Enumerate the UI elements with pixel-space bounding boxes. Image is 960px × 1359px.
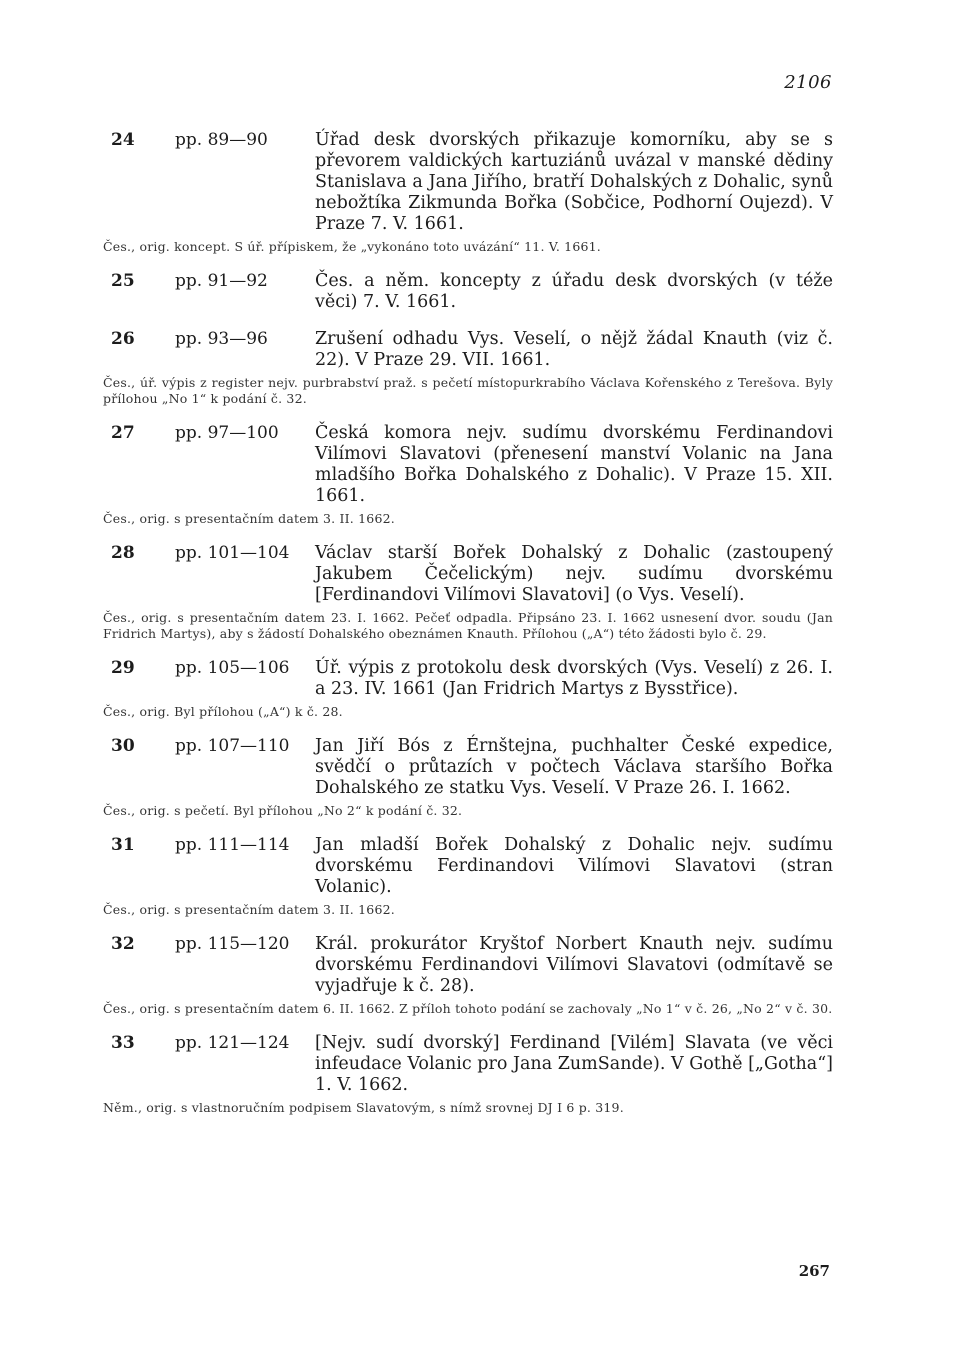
entry-31: [103, 835, 833, 918]
entry-pages: pp. 97—100: [175, 423, 279, 443]
entry-note: Čes., orig. s presentačním datem 23. I. 1662. Pečeť odpadla. Připsáno 23. I. 1662 usnesení dvor. soudu (Jan Fridrich Martys), aby s žádostí Dohalského obeznámen Knauth. Přílohou („A“) této žádosti bylo č. 29.: [103, 610, 833, 641]
entry-pages: pp. 93—96: [175, 329, 268, 349]
entry-text: Čes. a něm. koncepty z úřadu desk dvorských (v téže věci) 7. V. 1661.: [315, 271, 833, 312]
entry-note: Čes., orig. Byl přílohou („A“) k č. 28.: [103, 704, 343, 719]
entry-text: Král. prokurátor Kryštof Norbert Knauth nejv. sudímu dvorskému Ferdinandovi Vilímovi Slavatovi (odmítavě se vyjadřuje k č. 28).: [315, 934, 833, 996]
page-reference: 2106: [784, 72, 832, 93]
entry-number: 25: [111, 271, 135, 291]
entry-number: 24: [111, 130, 135, 150]
entry-30: [103, 736, 833, 819]
entry-number: 29: [111, 658, 135, 678]
entry-25: [103, 271, 833, 313]
entry-29: [103, 658, 833, 720]
entry-note: Čes., orig. s pečetí. Byl přílohou „No 2“ k podání č. 32.: [103, 803, 463, 818]
entry-28: [103, 543, 833, 642]
entry-pages: pp. 105—106: [175, 658, 290, 678]
entry-24: [103, 130, 833, 255]
entry-note: Čes., úř. výpis z register nejv. purbrabství praž. s pečetí místopurkrabího Václava Kořenského z Terešova. Byly přílohou „No 1“ k podání č. 32.: [103, 375, 833, 406]
entry-number: 32: [111, 934, 135, 954]
entry-number: 27: [111, 423, 135, 443]
entry-32: [103, 934, 833, 1017]
entry-number: 28: [111, 543, 135, 563]
entry-number: 33: [111, 1033, 135, 1053]
entry-number: 26: [111, 329, 135, 349]
entry-pages: pp. 121—124: [175, 1033, 290, 1053]
entry-26: [103, 329, 833, 407]
entry-pages: pp. 89—90: [175, 130, 268, 150]
page-number: 267: [798, 1262, 830, 1280]
entry-pages: pp. 107—110: [175, 736, 290, 756]
entry-number: 30: [111, 736, 135, 756]
entry-text: Úřad desk dvorských přikazuje komorníku, aby se s převorem valdických kartuziánů uvázal v manské dědiny Stanislava a Jana Jiřího, bratří Dohalských z Dohalic, synů nebožtíka Zikmunda Bořka (Sobčice, Podhorní Oujezd). V Praze 7. V. 1661.: [315, 130, 833, 234]
entry-list: [103, 130, 833, 1116]
entry-33: [103, 1033, 833, 1116]
entry-note: Čes., orig. s presentačním datem 3. II. 1662.: [103, 511, 395, 526]
entry-pages: pp. 101—104: [175, 543, 290, 563]
entry-note: Čes., orig. s presentačním datem 6. II. 1662. Z příloh tohoto podání se zachovaly „No 1“ v č. 26, „No 2“ v č. 30.: [103, 1001, 833, 1016]
entry-pages: pp. 111—114: [175, 835, 290, 855]
entry-text: Václav starší Bořek Dohalský z Dohalic (zastoupený Jakubem Čečelickým) nejv. sudímu dvorskému [Ferdinandovi Vilímovi Slavatovi] (o Vys. Veselí).: [315, 543, 833, 605]
entry-text: Jan Jiří Bós z Érnštejna, puchhalter České expedice, svědčí o průtazích v počtech Václava staršího Bořka Dohalského ze statku Vys. Veselí. V Praze 26. I. 1662.: [315, 736, 833, 798]
entry-text: Úř. výpis z protokolu desk dvorských (Vys. Veselí) z 26. I. a 23. IV. 1661 (Jan Fridrich Martys z Bysstřice).: [315, 658, 833, 699]
entry-text: Česká komora nejv. sudímu dvorskému Ferdinandovi Vilímovi Slavatovi (přenesení manství Volanic na Jana mladšího Bořka Dohalského z Dohalic). V Praze 15. XII. 1661.: [315, 423, 833, 506]
entry-note: Čes., orig. koncept. S úř. přípiskem, že „vykonáno toto uvázání“ 11. V. 1661.: [103, 239, 601, 254]
entry-note: Něm., orig. s vlastnoručním podpisem Slavatovým, s nímž srovnej DJ I 6 p. 319.: [103, 1100, 624, 1115]
entry-text: Jan mladší Bořek Dohalský z Dohalic nejv. sudímu dvorskému Ferdinandovi Vilímovi Slavatovi (stran Volanic).: [315, 835, 833, 897]
entry-pages: pp. 91—92: [175, 271, 268, 291]
entry-text: Zrušení odhadu Vys. Veselí, o nějž žádal Knauth (viz č. 22). V Praze 29. VII. 1661.: [315, 329, 833, 370]
entry-note: Čes., orig. s presentačním datem 3. II. 1662.: [103, 902, 395, 917]
entry-27: [103, 423, 833, 527]
entry-number: 31: [111, 835, 135, 855]
entry-pages: pp. 115—120: [175, 934, 290, 954]
entry-text: [Nejv. sudí dvorský] Ferdinand [Vilém] Slavata (ve věci infeudace Volanic pro Jana ZumSande). V Gothě [„Gotha“] 1. V. 1662.: [315, 1033, 833, 1095]
